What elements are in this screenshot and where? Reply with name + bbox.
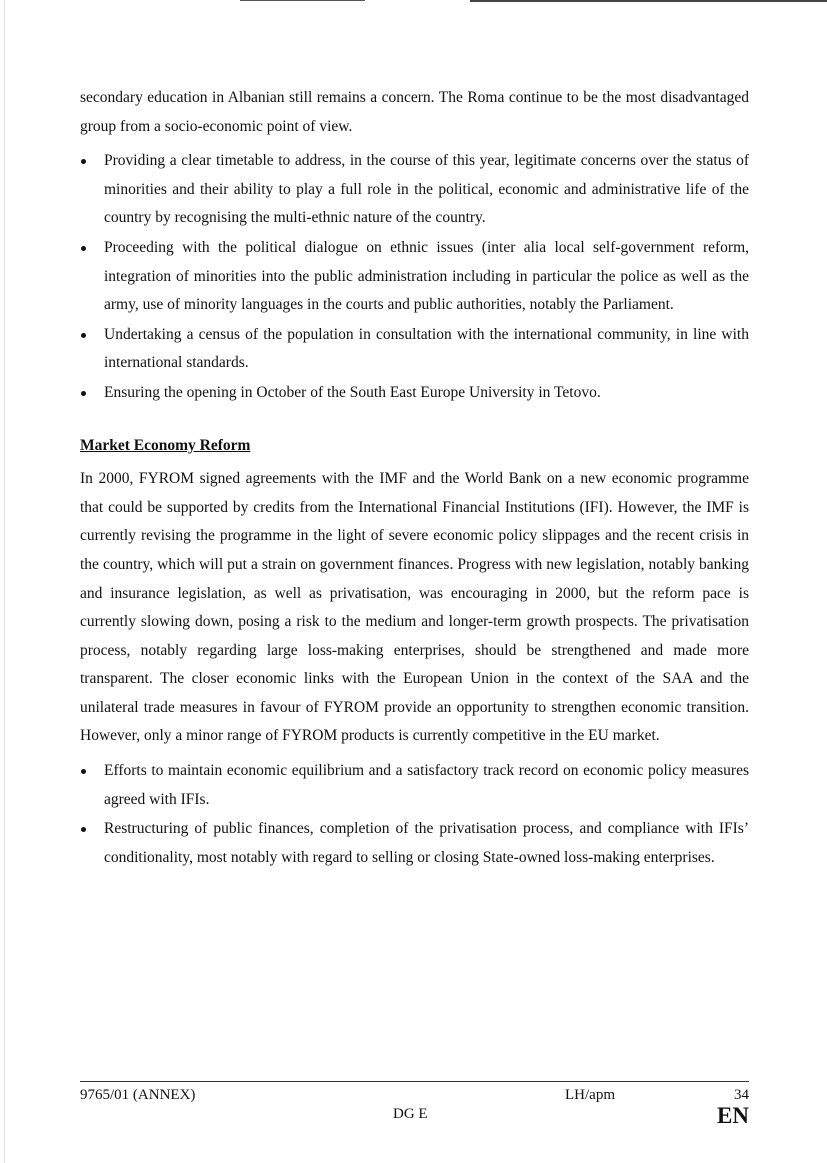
footer-doc-ref: 9765/01 (ANNEX): [80, 1087, 196, 1103]
page-number: 34: [734, 1087, 749, 1103]
market-economy-paragraph: In 2000, FYROM signed agreements with the IMF and the World Bank on a new economic programme that could be supported by credits from the International Financial Institutions (IFI). However, the IMF is currently revising the programme in the light of severe economic policy slippages and the recent crisis in the country, which will put a strain on government finances. Progress with new legislation, notably banking and insurance legislation, as well as privatisation, was encouraging in 2000, but the reform pace is currently slowing down, posing a risk to the medium and longer-term growth prospects. The privatisation process, notably regarding large loss-making enterprises, should be strengthened and made more transparent. The closer economic links with the European Union in the context of the SAA and the unilateral trade measures in favour of FYROM provide an opportunity to strengthen economic transition. However, only a minor range of FYROM products is currently competitive in the EU market.: [80, 470, 749, 745]
top-rule-left: [240, 0, 365, 1]
list-item: Efforts to maintain economic equilibrium and a satisfactory track record on economic policy measures agreed with IFIs.: [80, 757, 749, 814]
minority-measures-list: [80, 147, 749, 407]
list-item: Ensuring the opening in October of the South East Europe University in Tetovo.: [80, 379, 749, 408]
list-item: Proceeding with the political dialogue on ethnic issues (inter alia local self-government reform, integration of minorities into the public administration including in particular the police as well as the army, use of minority languages in the courts and public authorities, notably the Parliament.: [80, 234, 749, 320]
list-item: Providing a clear timetable to address, in the course of this year, legitimate concerns over the status of minorities and their ability to play a full role in the political, economic and administrative life of the country by recognising the multi-ethnic nature of the country.: [80, 147, 749, 233]
list-item: Restructuring of public finances, completion of the privatisation process, and compliance with IFIs’ conditionality, most notably with regard to selling or closing State-owned loss-making enterprises.: [80, 815, 749, 872]
footer-dg: DG E: [393, 1106, 428, 1122]
section-heading: Market Economy Reform: [80, 436, 251, 454]
document-body: [80, 84, 749, 873]
top-rule-right: [470, 0, 827, 2]
economic-measures-list: [80, 757, 749, 872]
list-item: Undertaking a census of the population in consultation with the international community, in line with international standards.: [80, 321, 749, 378]
language-code: EN: [717, 1103, 749, 1128]
intro-paragraph: secondary education in Albanian still remains a concern. The Roma continue to be the most disadvantaged group from a socio-economic point of view.: [80, 89, 749, 135]
footer-rule: [80, 1081, 749, 1082]
footer-initials: LH/apm: [565, 1087, 615, 1103]
scan-margin-line: [4, 0, 5, 1163]
